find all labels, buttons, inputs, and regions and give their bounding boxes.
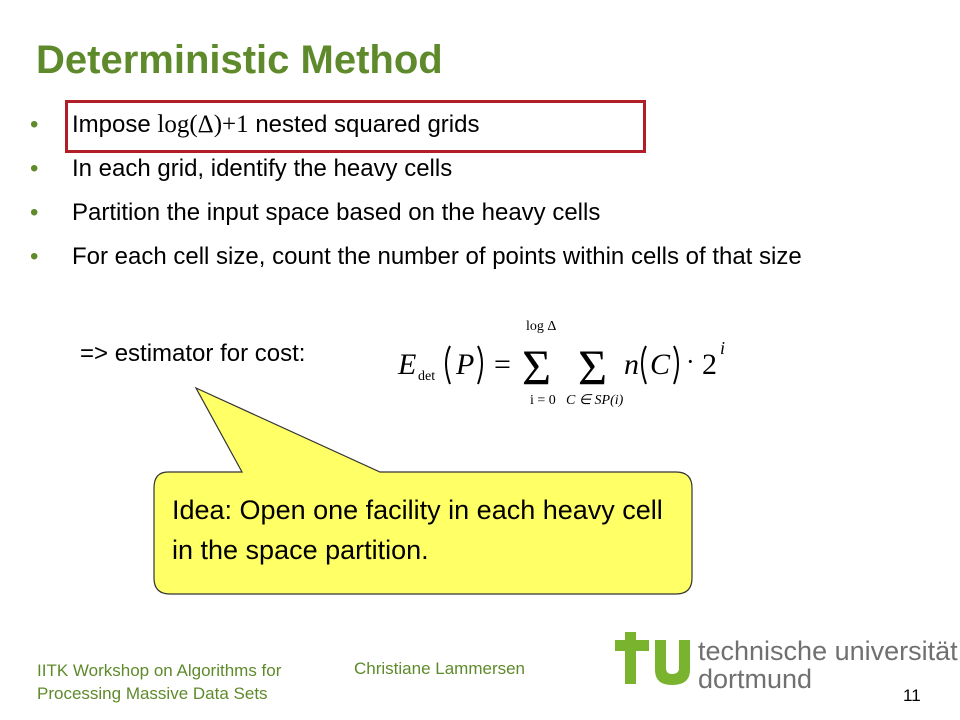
formula-p: P [456, 348, 475, 381]
sum1-sigma: Σ [522, 339, 552, 395]
slide-title: Deterministic Method [36, 38, 443, 82]
formula-dot: · [686, 347, 695, 376]
formula-base: 2 [702, 348, 717, 381]
bullet-math: log(Δ)+1 [157, 111, 249, 138]
sum2-sigma: Σ [578, 339, 608, 395]
footer-event [37, 659, 281, 705]
formula-c: C [650, 348, 671, 381]
sum1-upper: log Δ [526, 319, 557, 334]
formula-n: n [624, 348, 639, 381]
bullet-marker: • [30, 155, 39, 182]
callout-text: Idea: Open one facility in each heavy cell in the space partition. [172, 495, 663, 565]
bullet-text-post: nested squared grids [248, 111, 480, 138]
university-name [698, 637, 958, 693]
formula-equals: = [494, 348, 511, 381]
bullet-marker: • [30, 111, 39, 138]
estimator-label: => estimator for cost: [80, 340, 306, 367]
university-line2: dortmund [698, 664, 813, 694]
footer-event-line2: Processing Massive Data Sets [37, 684, 268, 703]
sum2-lower: C ∈ SP(i) [566, 393, 624, 408]
sum1-lower: i = 0 [530, 393, 556, 408]
footer-author: Christiane Lammersen [354, 659, 526, 678]
bullet-marker: • [30, 243, 39, 270]
bullet-text: For each cell size, count the number of points within cells of that size [72, 243, 802, 270]
page-number: 11 [903, 686, 921, 705]
footer-event-line1: IITK Workshop on Algorithms for [37, 661, 282, 680]
formula-e: E [398, 348, 417, 381]
tu-logo-icon [615, 632, 697, 686]
bullet-text: Partition the input space based on the heavy cells [72, 199, 601, 226]
bullet-text-pre: Impose [72, 111, 158, 138]
formula-exp: i [720, 338, 726, 358]
bullet-text: In each grid, identify the heavy cells [72, 155, 453, 182]
bullet-marker: • [30, 199, 39, 226]
formula-sub-det: det [418, 369, 436, 384]
university-line1: technische universität [698, 636, 958, 666]
